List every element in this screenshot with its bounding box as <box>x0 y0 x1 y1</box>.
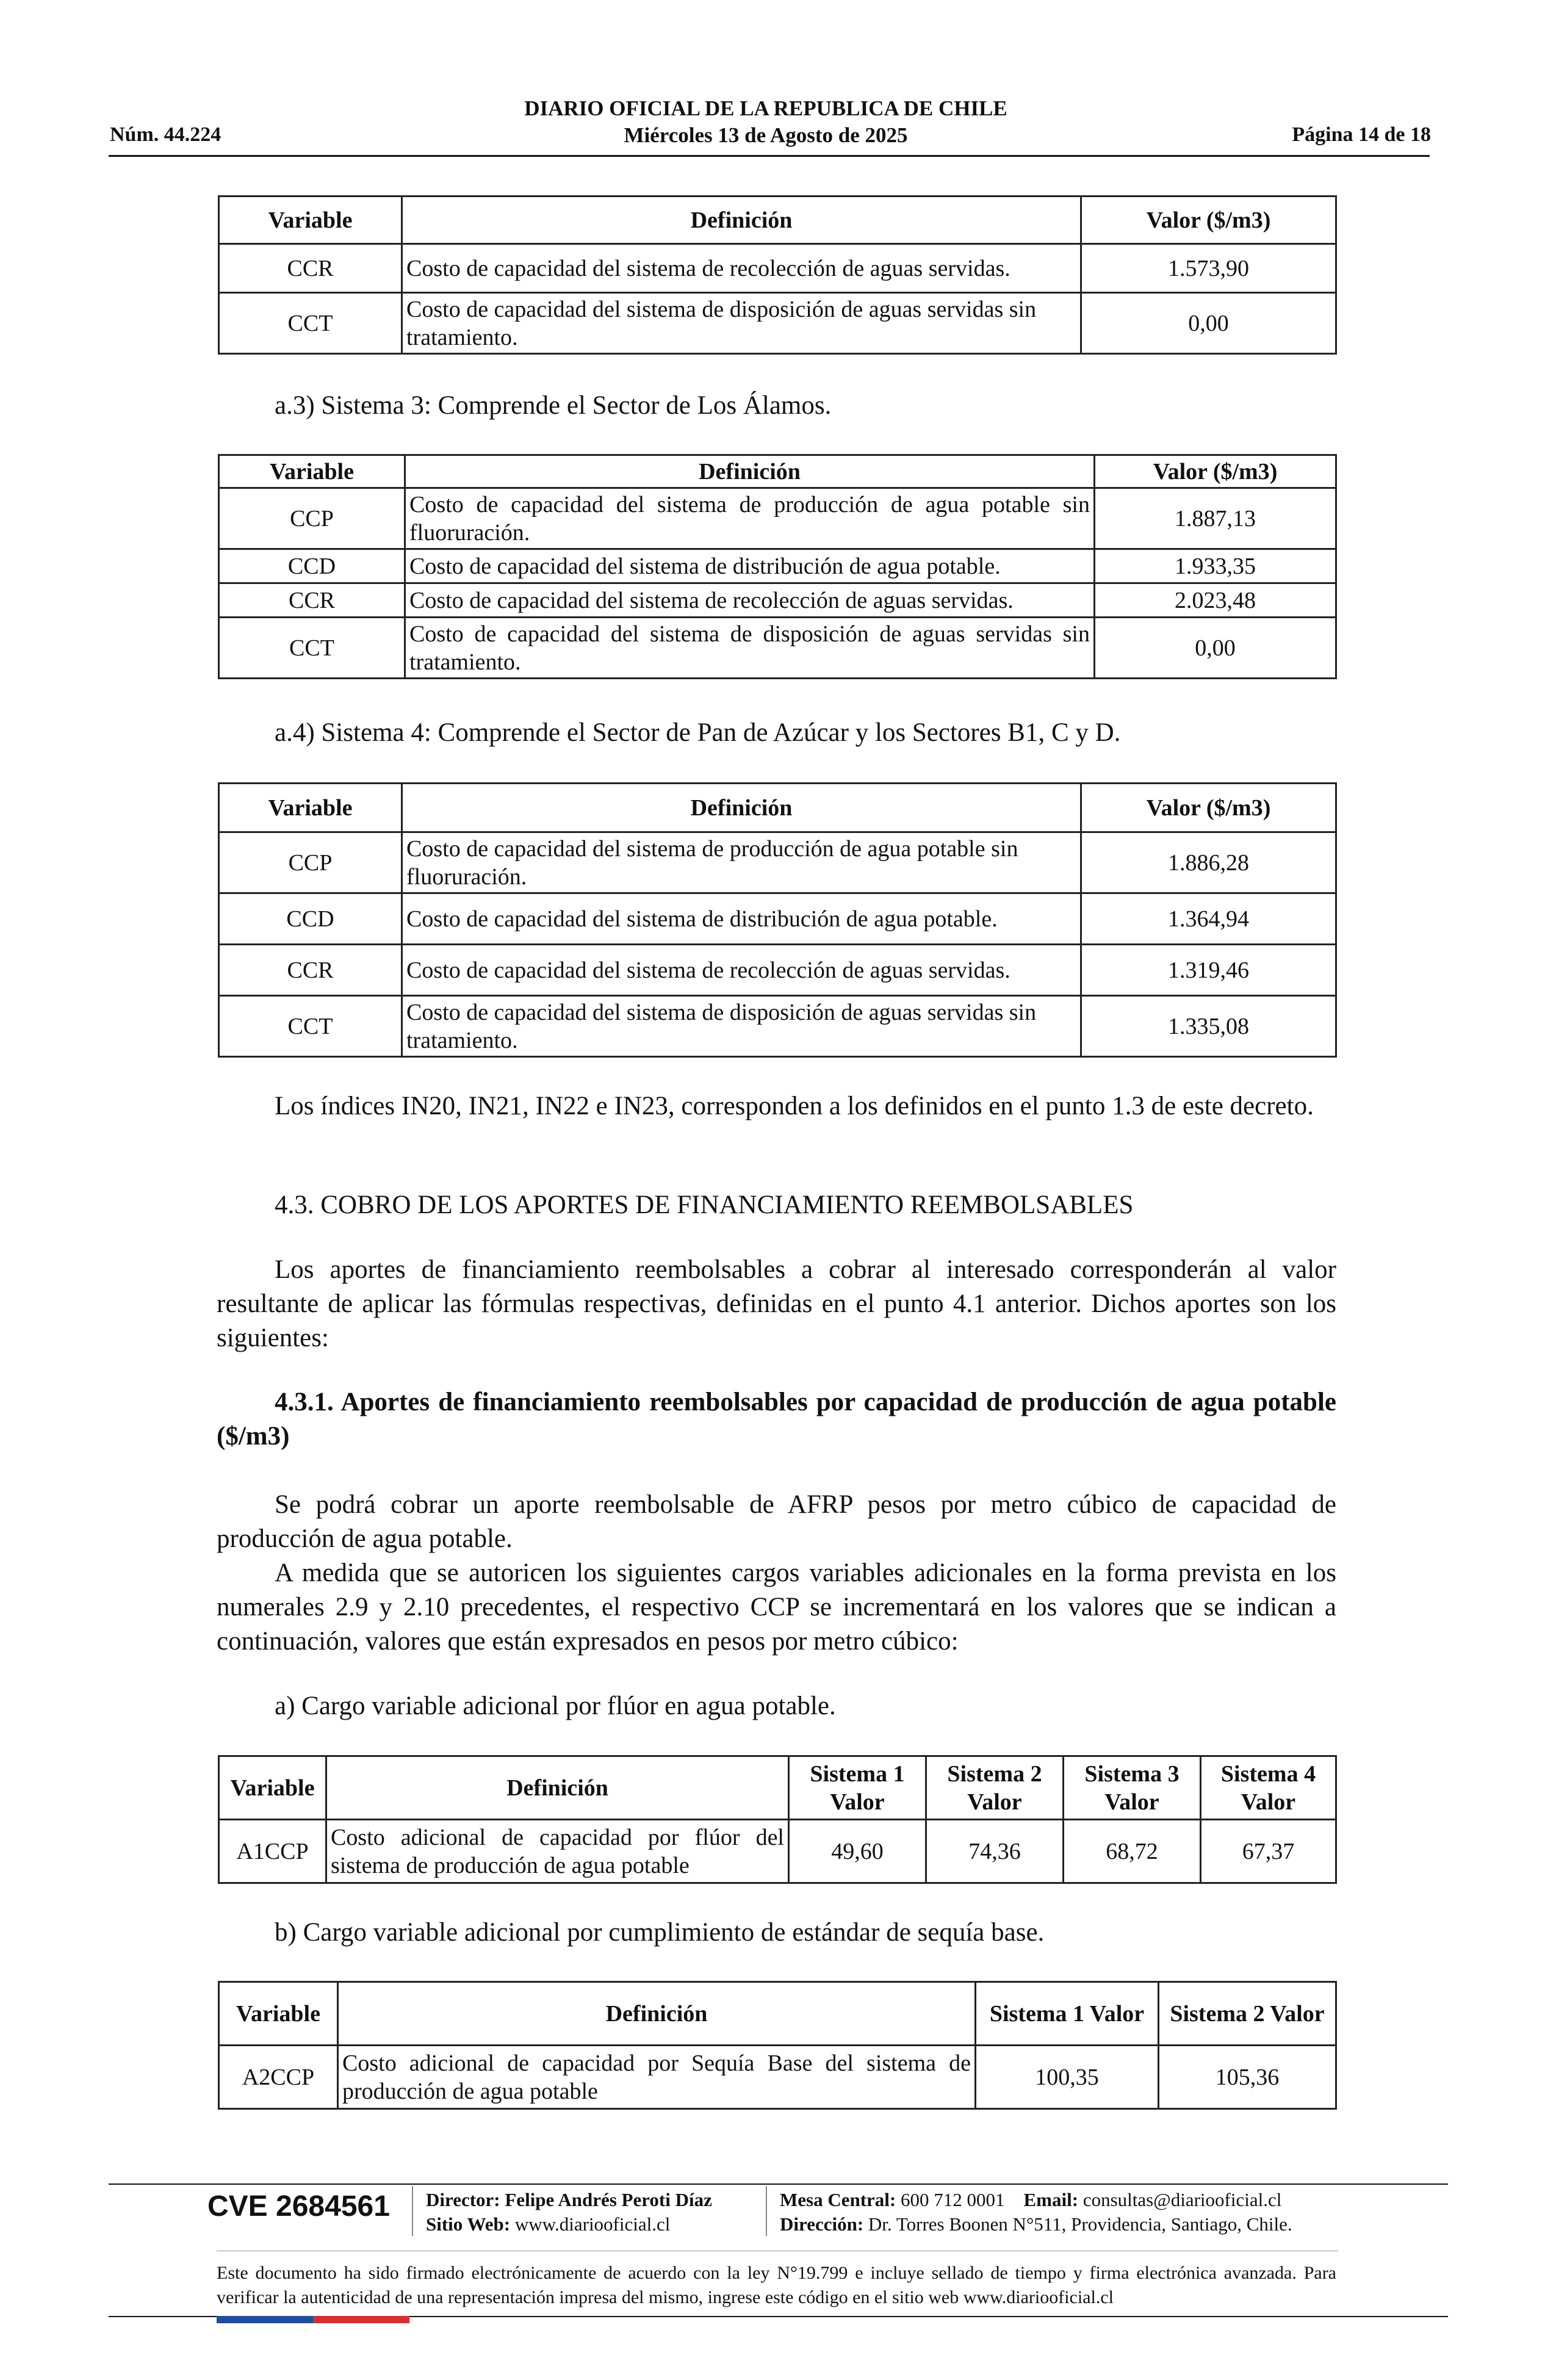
table-row <box>219 2046 1336 2109</box>
section-a4-title: a.4) Sistema 4: Comprende el Sector de Pan de Azúcar y los Sectores B1, C y D. <box>275 718 1121 747</box>
column-header: Variable <box>219 784 402 832</box>
column-header: Variable <box>219 1982 338 2046</box>
column-header: Variable <box>219 1756 326 1820</box>
definition-cell: Costo de capacidad del sistema de producción de agua potable sin fluoruración. <box>405 488 1095 549</box>
column-header: Valor ($/m3) <box>1081 197 1336 244</box>
table-sistema-3 <box>218 454 1337 679</box>
mesa-label: Mesa Central: <box>780 2189 896 2210</box>
variable-cell: CCP <box>219 832 402 893</box>
section-4-3-1-heading: 4.3.1. Aportes de financiamiento reembolsables por capacidad de producción de agua potable ($/m3) <box>217 1388 1336 1451</box>
footer-contact-block <box>780 2188 1292 2237</box>
value-cell: 105,36 <box>1159 2046 1336 2109</box>
issue-number: Núm. 44.224 <box>110 123 222 146</box>
definition-cell: Costo de capacidad del sistema de recolección de aguas servidas. <box>402 244 1081 293</box>
definition-cell: Costo de capacidad del sistema de producción de agua potable sin fluoruración. <box>402 832 1081 893</box>
value-cell: 49,60 <box>789 1820 926 1883</box>
header-rule <box>109 155 1430 157</box>
column-header: Sistema 2 Valor <box>926 1756 1064 1820</box>
gazette-date: Miércoles 13 de Agosto de 2025 <box>624 123 908 147</box>
gazette-title: DIARIO OFICIAL DE LA REPUBLICA DE CHILE <box>524 96 1007 120</box>
direccion-text: Dr. Torres Boonen N°511, Providencia, Santiago, Chile. <box>868 2213 1292 2235</box>
table-sistema-2-continued <box>218 195 1337 355</box>
table-row <box>219 244 1336 293</box>
table-row <box>219 893 1336 945</box>
definition-cell: Costo adicional de capacidad por Sequía Base del sistema de producción de agua potable <box>338 2046 976 2109</box>
column-header: Definición <box>338 1982 976 2046</box>
flag-bar-blue <box>217 2316 313 2323</box>
flag-bar-red <box>313 2316 409 2323</box>
variable-cell: CCR <box>219 945 402 996</box>
variable-cell: CCD <box>219 549 405 583</box>
value-cell: 74,36 <box>926 1820 1064 1883</box>
table-row <box>219 832 1336 893</box>
email-label: Email: <box>1023 2189 1079 2210</box>
table-row <box>219 583 1336 618</box>
value-cell: 1.933,35 <box>1095 549 1336 583</box>
definition-cell: Costo de capacidad del sistema de distribución de agua potable. <box>402 893 1081 945</box>
value-cell: 1.335,08 <box>1081 996 1336 1057</box>
column-header: Definición <box>402 197 1081 244</box>
table-row <box>219 1820 1336 1883</box>
footer-rule-top <box>109 2183 1448 2185</box>
variable-cell: CCD <box>219 893 402 945</box>
value-cell: 1.887,13 <box>1095 488 1336 549</box>
definition-cell: Costo de capacidad del sistema de distribución de agua potable. <box>405 549 1095 583</box>
cve-code: CVE 2684561 <box>207 2190 390 2223</box>
direccion-label: Dirección: <box>780 2213 864 2235</box>
value-cell: 0,00 <box>1081 293 1336 354</box>
footer-director-block <box>426 2188 712 2237</box>
footer-separator <box>766 2186 767 2236</box>
definition-cell: Costo de capacidad del sistema de disposición de aguas servidas sin tratamiento. <box>402 996 1081 1057</box>
value-cell: 1.319,46 <box>1081 945 1336 996</box>
column-header: Sistema 3 Valor <box>1064 1756 1201 1820</box>
variable-cell: CCR <box>219 583 405 618</box>
column-header: Valor ($/m3) <box>1081 784 1336 832</box>
column-header: Sistema 1 Valor <box>976 1982 1159 2046</box>
column-header: Definición <box>405 455 1095 488</box>
definition-cell: Costo de capacidad del sistema de recolección de aguas servidas. <box>402 945 1081 996</box>
table-row <box>219 549 1336 583</box>
variable-cell: CCT <box>219 996 402 1057</box>
section-a-title: a) Cargo variable adicional por flúor en agua potable. <box>275 1692 836 1720</box>
column-header: Sistema 4 Valor <box>1201 1756 1336 1820</box>
table-sistema-4 <box>218 782 1337 1058</box>
section-a3-title: a.3) Sistema 3: Comprende el Sector de Los Álamos. <box>275 391 832 420</box>
table-row <box>219 618 1336 679</box>
table-row <box>219 945 1336 996</box>
variable-cell: A1CCP <box>219 1820 326 1883</box>
column-header: Definición <box>326 1756 789 1820</box>
column-header: Variable <box>219 197 402 244</box>
value-cell: 1.886,28 <box>1081 832 1336 893</box>
table-row <box>219 293 1336 354</box>
value-cell: 100,35 <box>976 2046 1159 2109</box>
footer-legal-note: Este documento ha sido firmado electrónicamente de acuerdo con la ley N°19.799 e incluye sellado de tiempo y firma electrónica avanzada. Para verificar la autenticidad de una representación impresa del mismo, ingrese este código en el sitio web www.diariooficial.cl <box>217 2263 1336 2307</box>
value-cell: 0,00 <box>1095 618 1336 679</box>
variable-cell: A2CCP <box>219 2046 338 2109</box>
web-link[interactable]: www.diariooficial.cl <box>514 2213 671 2235</box>
web-label: Sitio Web: <box>426 2213 511 2235</box>
column-header: Definición <box>402 784 1081 832</box>
value-cell: 1.364,94 <box>1081 893 1336 945</box>
page-number: Página 14 de 18 <box>1292 123 1431 146</box>
column-header: Sistema 1 Valor <box>789 1756 926 1820</box>
variable-cell: CCR <box>219 244 402 293</box>
variable-cell: CCT <box>219 293 402 354</box>
variable-cell: CCP <box>219 488 405 549</box>
definition-cell: Costo adicional de capacidad por flúor del sistema de producción de agua potable <box>326 1820 789 1883</box>
section-b-title: b) Cargo variable adicional por cumplimiento de estándar de sequía base. <box>275 1918 1045 1947</box>
definition-cell: Costo de capacidad del sistema de recolección de aguas servidas. <box>405 583 1095 618</box>
table-row <box>219 996 1336 1057</box>
column-header: Variable <box>219 455 405 488</box>
email-link[interactable]: consultas@diariooficial.cl <box>1082 2189 1282 2210</box>
table-fluor-charge <box>218 1755 1337 1884</box>
paragraph-aportes: Los aportes de financiamiento reembolsables a cobrar al interesado corresponderán al valor resultante de aplicar las fórmulas respectivas, definidas en el punto 4.1 anterior. Dichos aportes son los siguientes: <box>217 1255 1336 1352</box>
table-sequia-charge <box>218 1981 1337 2110</box>
value-cell: 1.573,90 <box>1081 244 1336 293</box>
value-cell: 67,37 <box>1201 1820 1336 1883</box>
paragraph-indices: Los índices IN20, IN21, IN22 e IN23, corresponden a los definidos en el punto 1.3 de este decreto. <box>275 1092 1314 1120</box>
column-header: Sistema 2 Valor <box>1159 1982 1336 2046</box>
variable-cell: CCT <box>219 618 405 679</box>
section-4-3-heading: 4.3. COBRO DE LOS APORTES DE FINANCIAMIENTO REEMBOLSABLES <box>275 1191 1134 1219</box>
definition-cell: Costo de capacidad del sistema de disposición de aguas servidas sin tratamiento. <box>405 618 1095 679</box>
mesa-phone: 600 712 0001 <box>901 2189 1005 2210</box>
table-row <box>219 488 1336 549</box>
paragraph-medida: A medida que se autoricen los siguientes cargos variables adicionales en la forma prevista en los numerales 2.9 y 2.10 precedentes, el respectivo CCP se incrementará en los valores que se indican a continuación, valores que están expresados en pesos por metro cúbico: <box>217 1559 1336 1656</box>
director-name: Felipe Andrés Peroti Díaz <box>505 2189 712 2210</box>
footer-separator <box>412 2186 413 2236</box>
director-label: Director: <box>426 2189 500 2210</box>
value-cell: 68,72 <box>1064 1820 1201 1883</box>
paragraph-afrp: Se podrá cobrar un aporte reembolsable de AFRP pesos por metro cúbico de capacidad de producción de agua potable. <box>217 1490 1336 1553</box>
column-header: Valor ($/m3) <box>1095 455 1336 488</box>
value-cell: 2.023,48 <box>1095 583 1336 618</box>
definition-cell: Costo de capacidad del sistema de disposición de aguas servidas sin tratamiento. <box>402 293 1081 354</box>
